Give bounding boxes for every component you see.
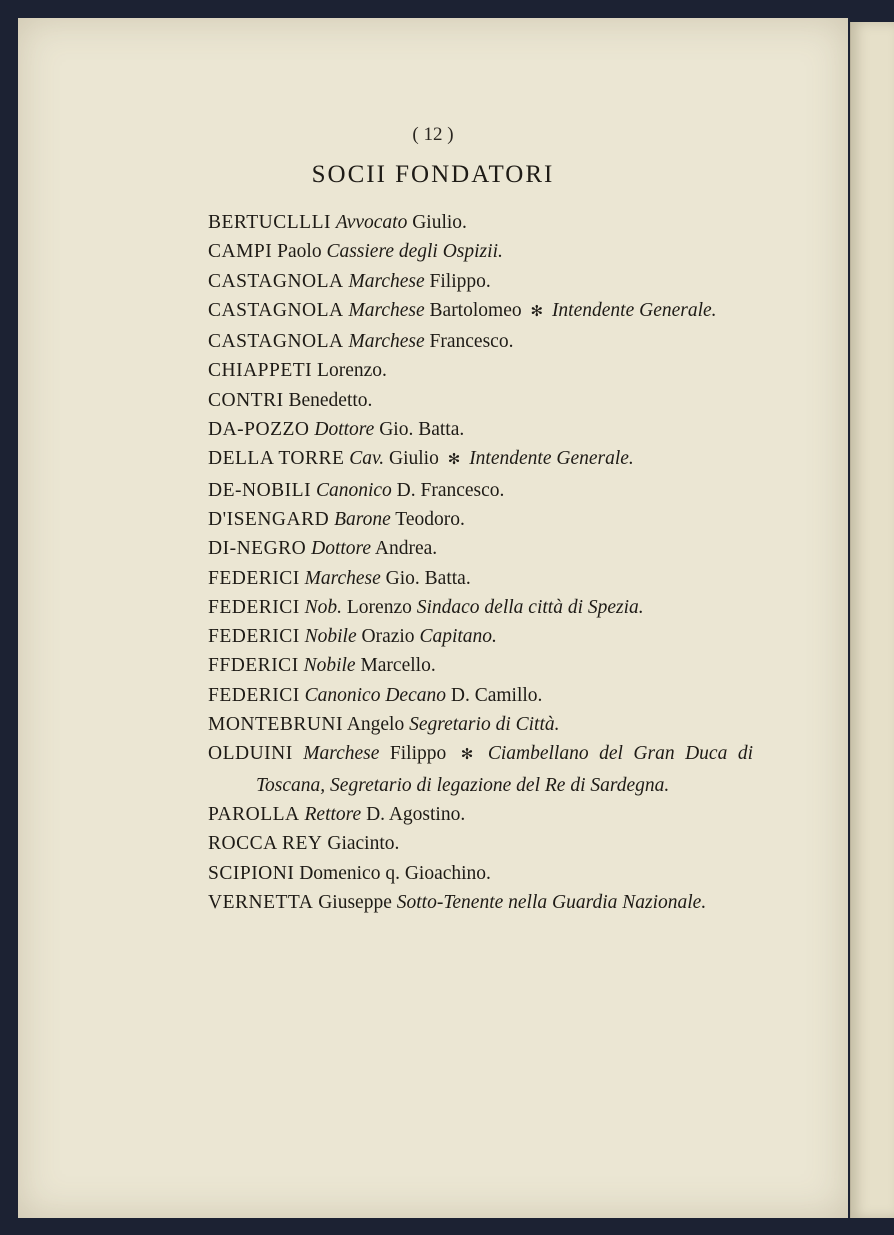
member-surname: CASTAGNOLA: [208, 270, 344, 292]
member-text: Giulio: [384, 448, 444, 470]
page-number: ( 12 ): [412, 124, 454, 145]
member-title: Marchese: [348, 270, 425, 292]
member-text: [293, 743, 304, 764]
member-text: Andrea.: [371, 538, 438, 560]
member-entry: [208, 859, 753, 888]
member-surname: CAMPI: [208, 241, 273, 263]
member-surname: DELLA TORRE: [208, 448, 345, 470]
member-title: Marchese: [304, 567, 381, 589]
member-entry: [208, 564, 753, 593]
member-text: Lorenzo: [342, 596, 417, 618]
member-title: Rettore: [304, 803, 362, 825]
member-title: Barone: [334, 508, 391, 530]
member-entry: [208, 356, 753, 385]
member-entry: [208, 888, 753, 917]
member-title: Capitano.: [419, 626, 497, 648]
member-entry: [208, 593, 753, 622]
member-text: Giulio.: [407, 212, 467, 233]
member-surname: CONTRI: [208, 389, 284, 411]
member-text: D. Agostino.: [361, 803, 466, 825]
member-surname: CASTAGNOLA: [208, 299, 344, 321]
book-page: [18, 18, 848, 1218]
member-text: Filippo: [379, 743, 457, 765]
member-entry: [208, 651, 753, 680]
member-title: Ciambellano del Gran Duca di Toscana, Segretario di legazione del Re di Sardegna.: [256, 743, 753, 796]
member-title: Nobile: [303, 655, 356, 677]
member-title: Dottore: [311, 538, 372, 560]
member-surname: MONTEBRUNI: [208, 714, 343, 736]
member-entry: [208, 386, 753, 415]
page-heading: SOCII FONDATORI: [311, 161, 555, 188]
member-surname: ROCCA REY: [208, 833, 323, 855]
member-entry: [208, 327, 753, 356]
member-entry: [208, 534, 753, 563]
member-title: Cassiere degli Ospizii.: [326, 241, 503, 263]
member-surname: FFDERICI: [208, 655, 299, 677]
member-entry: [208, 444, 753, 475]
member-title: Sotto-Tenente nella Guardia Nazionale.: [396, 891, 707, 913]
adjacent-page-edge: [850, 22, 894, 1218]
member-text: D. Camillo.: [445, 684, 543, 706]
member-surname: FEDERICI: [208, 596, 300, 618]
member-text: [477, 743, 488, 764]
member-title: Intendente Generale.: [469, 448, 634, 470]
member-text: Domenico q. Gioachino.: [294, 862, 491, 884]
member-surname: SCIPIONI: [208, 862, 295, 884]
member-title: Avvocato: [335, 212, 408, 233]
member-text: Marcello.: [355, 655, 436, 677]
member-title: Dottore: [314, 419, 375, 441]
member-title: Cav.: [349, 448, 385, 470]
member-surname: VERNETTA: [208, 891, 314, 913]
member-entry: [208, 505, 753, 534]
member-title: Canonico: [315, 479, 392, 501]
member-surname: CHIAPPETI: [208, 360, 313, 382]
member-entry: [208, 739, 753, 800]
star-icon: ✻: [530, 303, 544, 320]
member-title: Sindaco della città di Spezia.: [416, 596, 644, 618]
member-text: Angelo: [343, 714, 410, 736]
member-entry: [208, 710, 753, 739]
star-icon: ✻: [460, 747, 474, 764]
member-text: Filippo.: [424, 270, 491, 292]
member-title: Nob.: [304, 596, 343, 618]
member-entry: [208, 476, 753, 505]
member-entry: [208, 800, 753, 829]
member-text: Benedetto.: [283, 389, 373, 411]
member-surname: DI-NEGRO: [208, 538, 307, 560]
member-entry: [208, 622, 753, 651]
member-entry: [208, 296, 753, 327]
member-surname: OLDUINI: [208, 743, 293, 765]
member-surname: DA-POZZO: [208, 419, 310, 441]
member-entry: [208, 267, 753, 296]
member-title: Segretario di Città.: [409, 714, 560, 736]
member-surname: CASTAGNOLA: [208, 331, 344, 353]
member-entry: [208, 237, 753, 266]
member-text: Teodoro.: [390, 508, 465, 530]
member-title: Marchese: [303, 743, 380, 765]
member-list: [208, 208, 753, 917]
member-surname: FEDERICI: [208, 567, 300, 589]
member-surname: FEDERICI: [208, 684, 300, 706]
member-title: Nobile: [304, 626, 357, 648]
member-entry: [208, 208, 753, 237]
member-text: Gio. Batta.: [374, 419, 465, 441]
member-title: Intendente Generale.: [551, 299, 717, 321]
member-text: Bartolomeo: [424, 299, 527, 321]
member-surname: FEDERICI: [208, 626, 300, 648]
member-surname: D'ISENGARD: [208, 508, 330, 530]
member-surname: DE-NOBILI: [208, 479, 312, 501]
member-surname: PAROLLA: [208, 803, 300, 825]
member-text: Francesco.: [424, 331, 514, 353]
member-title: Canonico Decano: [304, 684, 446, 706]
member-text: Giacinto.: [322, 833, 400, 855]
member-title: Marchese: [348, 331, 425, 353]
member-text: D. Francesco.: [391, 479, 505, 501]
member-text: Giuseppe: [313, 891, 397, 913]
member-entry: [208, 829, 753, 858]
member-entry: [208, 681, 753, 710]
member-text: Paolo: [272, 241, 327, 263]
star-icon: ✻: [447, 452, 461, 469]
member-entry: [208, 415, 753, 444]
member-title: Marchese: [348, 299, 425, 321]
member-text: Gio. Batta.: [380, 567, 471, 589]
member-text: Lorenzo.: [312, 360, 387, 382]
member-surname: BERTUCLLLI: [208, 212, 331, 233]
member-text: Orazio: [356, 626, 420, 648]
